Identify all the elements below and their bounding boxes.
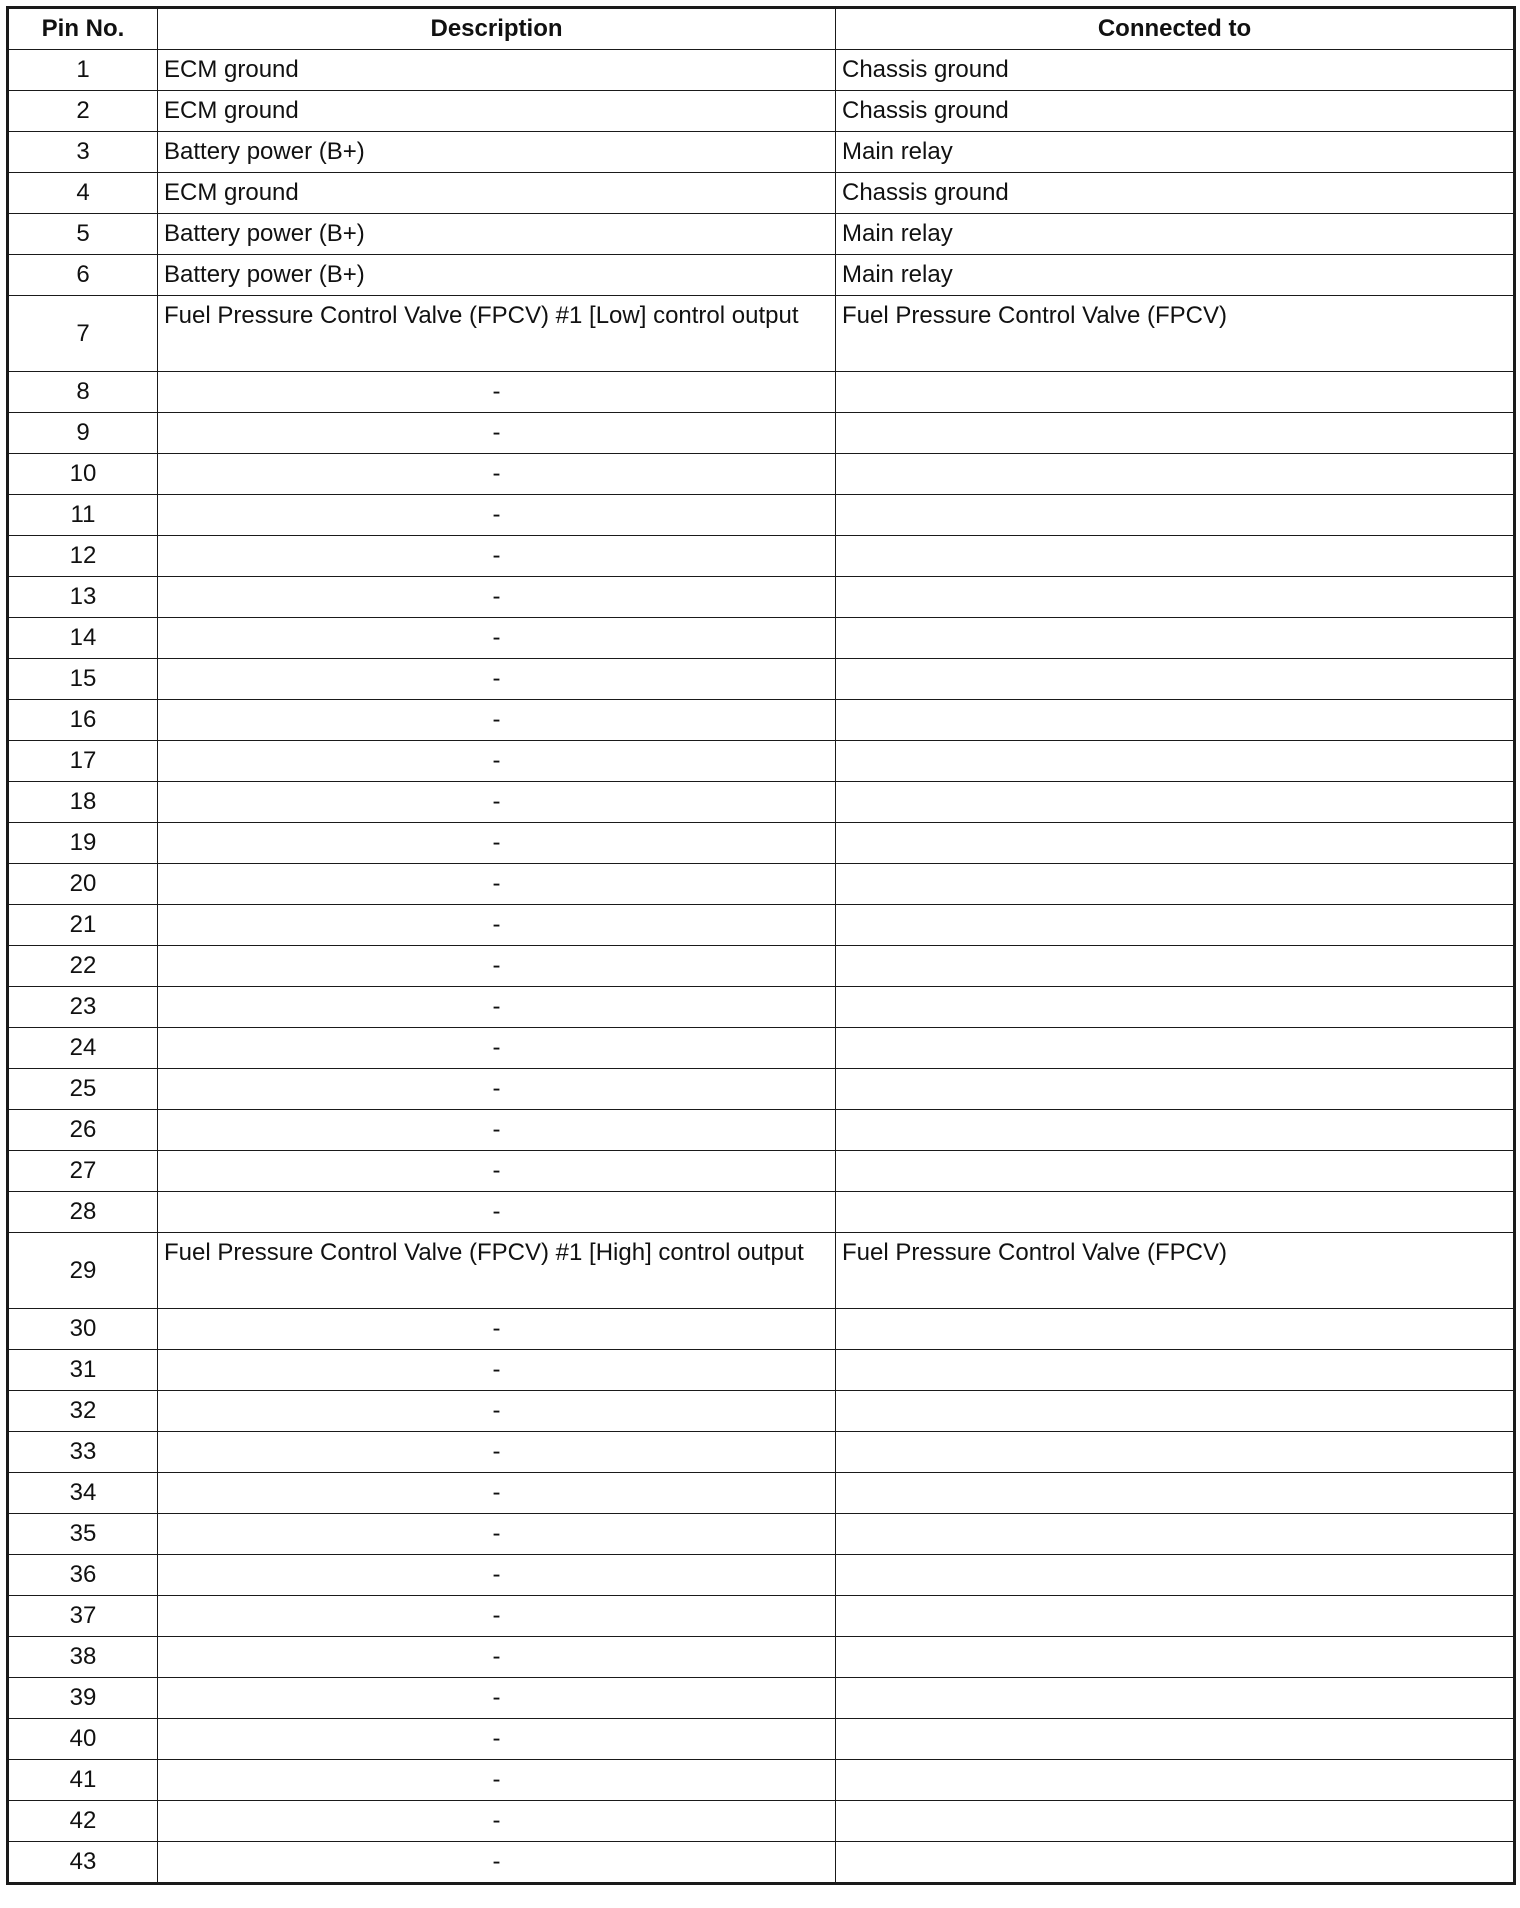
pin-number-cell: 7 [8, 296, 158, 372]
pin-number-cell: 37 [8, 1596, 158, 1637]
connected-to-cell [836, 823, 1515, 864]
table-row [8, 1110, 1515, 1151]
table-row [8, 372, 1515, 413]
description-cell: - [158, 1192, 836, 1233]
connected-to-cell [836, 782, 1515, 823]
pin-number-cell: 10 [8, 454, 158, 495]
connected-to-cell [836, 1514, 1515, 1555]
connected-to-cell [836, 536, 1515, 577]
pin-number-cell: 26 [8, 1110, 158, 1151]
description-cell: - [158, 495, 836, 536]
table-row [8, 1151, 1515, 1192]
description-cell: - [158, 1514, 836, 1555]
pin-table-container [6, 6, 1513, 1885]
pin-number-cell: 28 [8, 1192, 158, 1233]
description-cell: - [158, 1391, 836, 1432]
pin-number-cell: 2 [8, 91, 158, 132]
description-cell: Battery power (B+) [158, 255, 836, 296]
connected-to-cell: Main relay [836, 255, 1515, 296]
description-cell: ECM ground [158, 50, 836, 91]
description-cell: - [158, 1801, 836, 1842]
description-cell: - [158, 782, 836, 823]
pin-number-cell: 4 [8, 173, 158, 214]
pin-number-cell: 20 [8, 864, 158, 905]
pin-number-cell: 33 [8, 1432, 158, 1473]
pin-number-cell: 39 [8, 1678, 158, 1719]
connected-to-cell [836, 1391, 1515, 1432]
table-row [8, 1309, 1515, 1350]
connected-to-cell [836, 618, 1515, 659]
connected-to-cell [836, 905, 1515, 946]
description-cell: - [158, 1028, 836, 1069]
table-row [8, 577, 1515, 618]
pin-number-cell: 15 [8, 659, 158, 700]
pin-number-cell: 30 [8, 1309, 158, 1350]
table-row [8, 495, 1515, 536]
description-cell: - [158, 864, 836, 905]
connected-to-cell: Fuel Pressure Control Valve (FPCV) [836, 296, 1515, 372]
connected-to-cell: Main relay [836, 132, 1515, 173]
description-cell: - [158, 741, 836, 782]
description-cell: - [158, 1350, 836, 1391]
header-connected-to: Connected to [836, 8, 1515, 50]
description-cell: - [158, 700, 836, 741]
description-cell: - [158, 1069, 836, 1110]
description-cell: - [158, 536, 836, 577]
description-cell: - [158, 1678, 836, 1719]
connected-to-cell: Chassis ground [836, 173, 1515, 214]
table-row [8, 454, 1515, 495]
pin-number-cell: 16 [8, 700, 158, 741]
pin-number-cell: 42 [8, 1801, 158, 1842]
connected-to-cell [836, 1028, 1515, 1069]
pin-number-cell: 34 [8, 1473, 158, 1514]
table-row [8, 782, 1515, 823]
description-cell: - [158, 454, 836, 495]
description-cell: - [158, 618, 836, 659]
description-cell: - [158, 659, 836, 700]
table-row [8, 1028, 1515, 1069]
table-row [8, 987, 1515, 1028]
description-cell: - [158, 1719, 836, 1760]
pin-number-cell: 9 [8, 413, 158, 454]
description-cell: - [158, 413, 836, 454]
connected-to-cell [836, 1192, 1515, 1233]
table-row [8, 214, 1515, 255]
table-row [8, 1432, 1515, 1473]
connected-to-cell: Main relay [836, 214, 1515, 255]
table-row [8, 823, 1515, 864]
table-row [8, 700, 1515, 741]
table-row [8, 1760, 1515, 1801]
connected-to-cell [836, 1596, 1515, 1637]
pin-number-cell: 36 [8, 1555, 158, 1596]
description-cell: Battery power (B+) [158, 214, 836, 255]
table-row [8, 536, 1515, 577]
connected-to-cell [836, 1309, 1515, 1350]
pin-number-cell: 19 [8, 823, 158, 864]
table-row [8, 741, 1515, 782]
table-row [8, 1473, 1515, 1514]
connected-to-cell [836, 413, 1515, 454]
table-row [8, 1596, 1515, 1637]
description-cell: - [158, 1842, 836, 1884]
description-cell: - [158, 946, 836, 987]
description-cell: - [158, 1151, 836, 1192]
table-row [8, 255, 1515, 296]
description-cell: - [158, 577, 836, 618]
description-cell: - [158, 1760, 836, 1801]
description-cell: ECM ground [158, 173, 836, 214]
connected-to-cell [836, 987, 1515, 1028]
connected-to-cell [836, 1760, 1515, 1801]
table-row [8, 1069, 1515, 1110]
connected-to-cell [836, 1473, 1515, 1514]
table-row [8, 91, 1515, 132]
connected-to-cell [836, 946, 1515, 987]
pin-number-cell: 3 [8, 132, 158, 173]
connected-to-cell [836, 1350, 1515, 1391]
pin-number-cell: 14 [8, 618, 158, 659]
pin-number-cell: 8 [8, 372, 158, 413]
description-cell: - [158, 1473, 836, 1514]
table-row [8, 296, 1515, 372]
table-row [8, 1637, 1515, 1678]
description-cell: - [158, 1555, 836, 1596]
description-cell: Fuel Pressure Control Valve (FPCV) #1 [Low] control output [158, 296, 836, 372]
connected-to-cell [836, 1069, 1515, 1110]
header-pin-no: Pin No. [8, 8, 158, 50]
pin-number-cell: 1 [8, 50, 158, 91]
description-cell: Fuel Pressure Control Valve (FPCV) #1 [High] control output [158, 1233, 836, 1309]
pin-number-cell: 31 [8, 1350, 158, 1391]
table-row [8, 1391, 1515, 1432]
table-row [8, 1678, 1515, 1719]
table-row [8, 413, 1515, 454]
connected-to-cell [836, 577, 1515, 618]
description-cell: - [158, 1596, 836, 1637]
connected-to-cell [836, 495, 1515, 536]
connected-to-cell [836, 700, 1515, 741]
table-row [8, 1233, 1515, 1309]
table-body [8, 50, 1515, 1884]
description-cell: - [158, 823, 836, 864]
pin-number-cell: 43 [8, 1842, 158, 1884]
connected-to-cell [836, 1678, 1515, 1719]
connected-to-cell [836, 1151, 1515, 1192]
table-row [8, 618, 1515, 659]
connected-to-cell [836, 1637, 1515, 1678]
pin-number-cell: 38 [8, 1637, 158, 1678]
table-row [8, 50, 1515, 91]
pin-number-cell: 5 [8, 214, 158, 255]
pin-number-cell: 11 [8, 495, 158, 536]
header-description: Description [158, 8, 836, 50]
description-cell: ECM ground [158, 91, 836, 132]
table-row [8, 1555, 1515, 1596]
pin-number-cell: 25 [8, 1069, 158, 1110]
pin-number-cell: 40 [8, 1719, 158, 1760]
pin-number-cell: 23 [8, 987, 158, 1028]
header-row [8, 8, 1515, 50]
connected-to-cell [836, 1555, 1515, 1596]
pin-number-cell: 32 [8, 1391, 158, 1432]
table-row [8, 1801, 1515, 1842]
connected-to-cell [836, 1432, 1515, 1473]
pin-number-cell: 17 [8, 741, 158, 782]
pin-number-cell: 13 [8, 577, 158, 618]
pin-number-cell: 12 [8, 536, 158, 577]
table-row [8, 1514, 1515, 1555]
table-row [8, 864, 1515, 905]
table-row [8, 1192, 1515, 1233]
pin-number-cell: 29 [8, 1233, 158, 1309]
connected-to-cell: Chassis ground [836, 50, 1515, 91]
connected-to-cell: Fuel Pressure Control Valve (FPCV) [836, 1233, 1515, 1309]
connected-to-cell [836, 864, 1515, 905]
table-row [8, 905, 1515, 946]
description-cell: Battery power (B+) [158, 132, 836, 173]
connected-to-cell [836, 1842, 1515, 1884]
description-cell: - [158, 905, 836, 946]
connected-to-cell [836, 1801, 1515, 1842]
description-cell: - [158, 1432, 836, 1473]
table-row [8, 659, 1515, 700]
connected-to-cell [836, 372, 1515, 413]
table-row [8, 1719, 1515, 1760]
connected-to-cell [836, 659, 1515, 700]
pin-number-cell: 6 [8, 255, 158, 296]
pin-number-cell: 21 [8, 905, 158, 946]
pin-number-cell: 35 [8, 1514, 158, 1555]
pin-number-cell: 18 [8, 782, 158, 823]
connected-to-cell [836, 454, 1515, 495]
pin-number-cell: 27 [8, 1151, 158, 1192]
description-cell: - [158, 372, 836, 413]
table-row [8, 1350, 1515, 1391]
pin-table [6, 6, 1516, 1885]
pin-number-cell: 41 [8, 1760, 158, 1801]
description-cell: - [158, 1637, 836, 1678]
pin-number-cell: 24 [8, 1028, 158, 1069]
table-row [8, 132, 1515, 173]
description-cell: - [158, 1309, 836, 1350]
description-cell: - [158, 987, 836, 1028]
pin-number-cell: 22 [8, 946, 158, 987]
connected-to-cell: Chassis ground [836, 91, 1515, 132]
table-row [8, 173, 1515, 214]
connected-to-cell [836, 1110, 1515, 1151]
connected-to-cell [836, 1719, 1515, 1760]
table-row [8, 1842, 1515, 1884]
table-row [8, 946, 1515, 987]
connected-to-cell [836, 741, 1515, 782]
description-cell: - [158, 1110, 836, 1151]
